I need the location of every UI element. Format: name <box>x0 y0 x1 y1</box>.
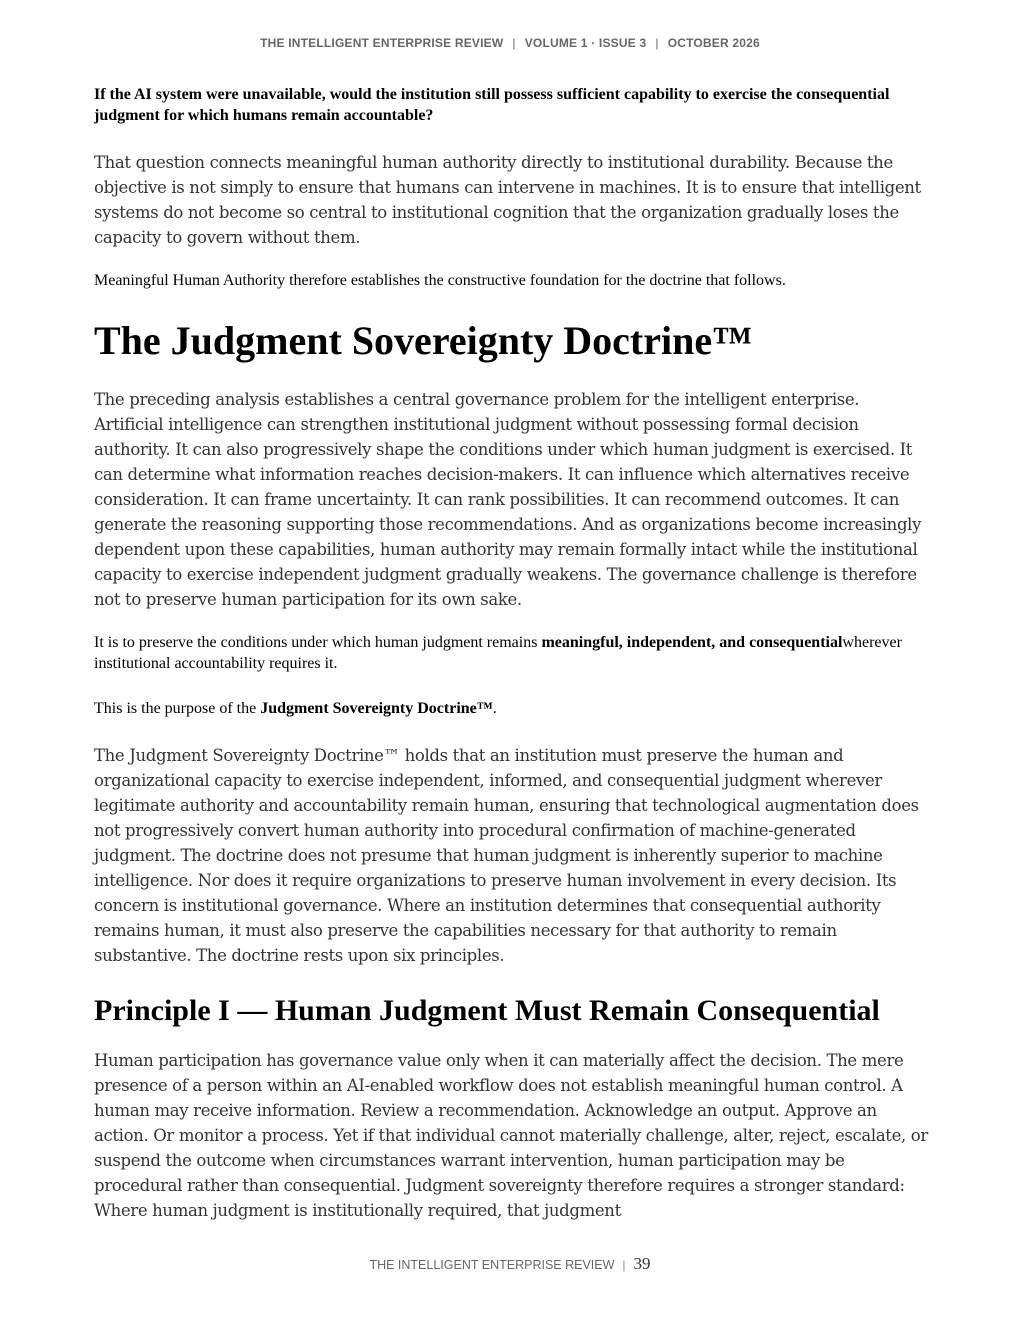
footer-separator: | <box>622 1258 626 1272</box>
header-issue: VOLUME 1 · ISSUE 3 <box>524 36 647 50</box>
body-paragraph: Human participation has governance value only when it can materially affect the decision. The mere presence of a person within an AI-enabled workflow does not establish meaningful human control. A human may receive information. Review a recommendation. Acknowledge an output. Approve an action. Or monitor a process. Yet if that individual cannot materially challenge, alter, reject, escalate, or suspend the outcome when circumstances warrant intervention, human participation may be procedural rather than consequential. Judgment sovereignty therefore requires a stronger standard: Where human judgment is institutionally required, that judgment <box>94 1051 928 1220</box>
page-footer <box>0 1254 1020 1274</box>
footer-publication: THE INTELLIGENT ENTERPRISE REVIEW <box>369 1258 615 1272</box>
body-paragraph: The preceding analysis establishes a central governance problem for the intelligent enterprise. Artificial intelligence can strengthen institutional judgment without possessing formal decision authority. It can also progressively shape the conditions under which human judgment is exercised. It can determine what information reaches decision-makers. It can influence which alternatives receive consideration. It can frame uncertainty. It can rank possibilities. It can recommend outcomes. It can generate the reasoning supporting those recommendations. And as organizations become increasingly dependent upon these capabilities, human authority may remain formally intact while the institutional capacity to exercise independent judgment gradually weakens. The governance challenge is therefore not to preserve human participation for its own sake. <box>94 390 922 609</box>
text-run: This is the purpose of the <box>94 700 261 717</box>
principle-heading: Principle I — Human Judgment Must Remain Consequential <box>94 994 880 1027</box>
running-header <box>0 36 1020 50</box>
header-date: OCTOBER 2026 <box>667 36 760 50</box>
transition-paragraph: Meaningful Human Authority therefore establishes the constructive foundation for the doctrine that follows. <box>94 272 786 289</box>
article-body <box>94 84 928 1243</box>
header-separator: | <box>512 36 516 50</box>
text-run: It is to preserve the conditions under which human judgment remains <box>94 634 542 651</box>
emphasis-paragraph <box>94 632 928 674</box>
section-heading: The Judgment Sovereignty Doctrine™ <box>94 318 753 363</box>
doctrine-definition: The Judgment Sovereignty Doctrine™ holds that an institution must preserve the human and organizational capacity to exercise independent, informed, and consequential judgment wherever legitimate authority and accountability remain human, ensuring that technological augmentation does not progressively convert human authority into procedural confirmation of machine-generated judgment. The doctrine does not presume that human judgment is inherently superior to machine intelligence. Nor does it require organizations to preserve human involvement in every decision. Its concern is institutional governance. Where an institution determines that consequential authority remains human, it must also preserve the capabilities necessary for that authority to remain substantive. The doctrine rests upon six principles. <box>94 746 919 965</box>
header-publication: THE INTELLIGENT ENTERPRISE REVIEW <box>260 36 504 50</box>
text-run: . <box>492 700 497 717</box>
page-number: 39 <box>633 1254 651 1273</box>
body-paragraph: That question connects meaningful human authority directly to institutional durability. Because the objective is not simply to ensure that humans can intervene in machines. It is to ensure that intelligent systems do not become so central to institutional cognition that the organization gradually loses the capacity to govern without them. <box>94 153 921 247</box>
bold-text: meaningful, independent, and consequential <box>541 634 843 651</box>
bold-text: Judgment Sovereignty Doctrine™ <box>260 700 493 717</box>
text-run: wherever institutional accountability requires it. <box>94 634 902 672</box>
purpose-paragraph <box>94 698 928 719</box>
header-separator: | <box>655 36 659 50</box>
guiding-question: If the AI system were unavailable, would the institution still possess sufficient capability to exercise the consequential judgment for which humans remain accountable? <box>94 86 890 124</box>
